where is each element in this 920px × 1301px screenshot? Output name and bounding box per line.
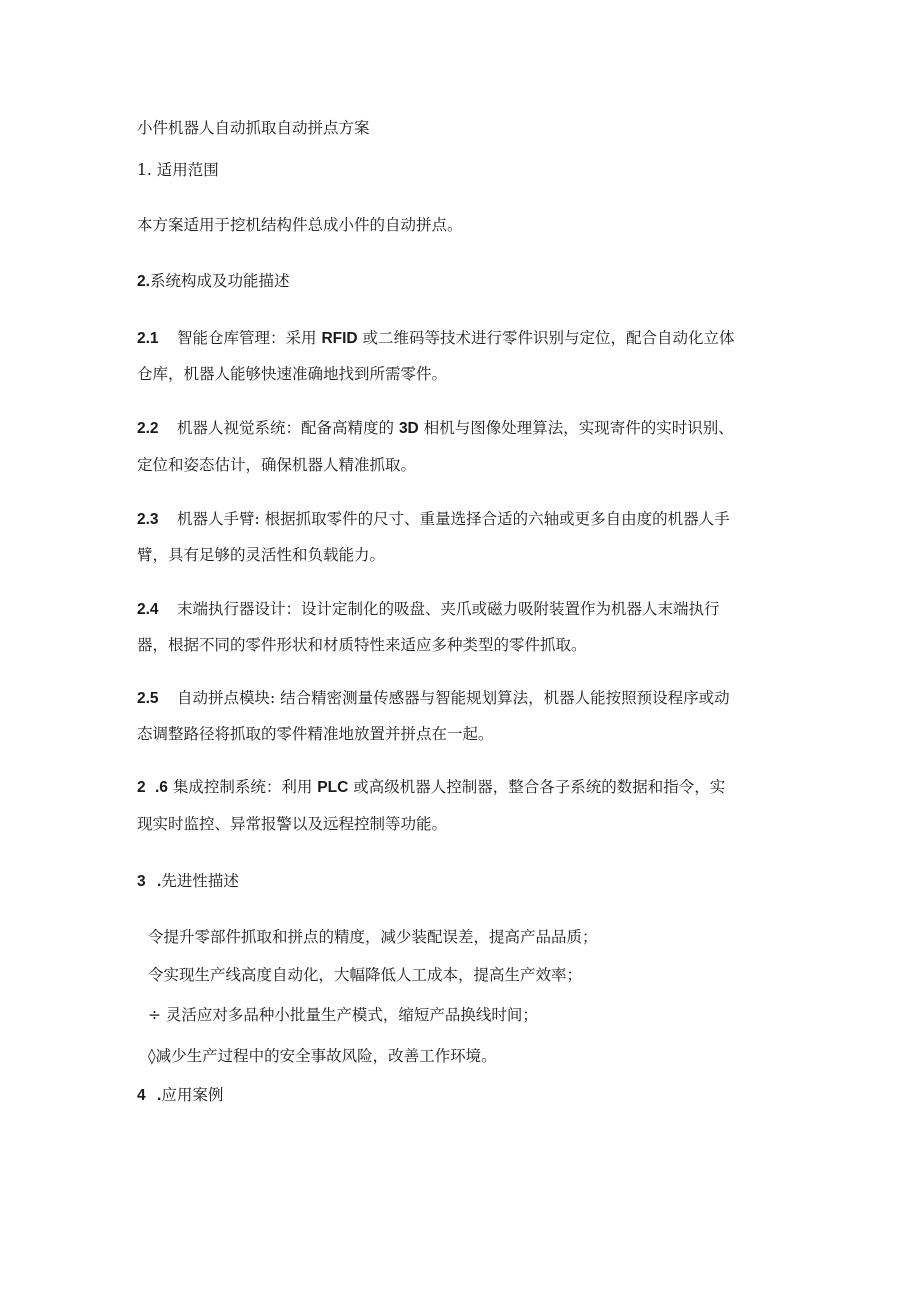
- item-2-4-line-2: 器，根据不同的零件形状和材质特性来适应多种类型的零件抓取。: [137, 636, 587, 654]
- bullet-item-4: ◊减少生产过程中的安全事故风险，改善工作环境。: [148, 1047, 497, 1065]
- item-2-2-line-1: 2.2 机器人视觉系统：配备高精度的 3D 相机与图像处理算法，实现寄件的实时识别、: [137, 419, 734, 437]
- item-2-5-line-2: 态调整路径将抓取的零件精准地放置并拼点在一起。: [137, 725, 494, 743]
- item-2-6-line-2: 现实时监控、异常报警以及远程控制等功能。: [137, 815, 448, 833]
- item-2-2-line-2: 定位和姿态估计，确保机器人精准抓取。: [137, 456, 417, 474]
- item-number: 2.2: [137, 420, 159, 437]
- item-2-1-line-2: 仓库，机器人能够快速准确地找到所需零件。: [137, 365, 448, 383]
- section-number: 2.: [137, 273, 150, 290]
- section-title: 应用案例: [161, 1086, 224, 1104]
- item-2-6-line-1: 2 .6 集成控制系统：利用 PLC 或高级机器人控制器，整合各子系统的数据和指令，实: [137, 778, 726, 796]
- item-2-3-line-1: 2.3 机器人手臂: 根据抓取零件的尺寸、重量选择合适的六轴或更多自由度的机器人手: [137, 510, 730, 528]
- bullet-item-2: 令实现生产线高度自动化，大幅降低人工成本，提高生产效率；: [148, 966, 583, 984]
- section-number: 4: [137, 1087, 146, 1104]
- bullet-item-3: ÷ 灵活应对多品种小批量生产模式，缩短产品换线时间；: [148, 1006, 538, 1024]
- section-2-heading: [137, 271, 289, 292]
- item-2-5-line-1: 2.5 自动拼点模块: 结合精密测量传感器与智能规划算法，机器人能按照预设程序或动: [137, 689, 730, 707]
- item-number: 2.5: [137, 690, 159, 707]
- item-2-1-line-1: 2.1 智能仓库管理：采用 RFID 或二维码等技术进行零件识别与定位，配合自动化立体: [137, 329, 735, 347]
- section-title: 系统构成及功能描述: [149, 272, 290, 290]
- section-4-heading: 4 .应用案例: [137, 1086, 224, 1104]
- item-2-3-line-2: 臂，具有足够的灵活性和负载能力。: [137, 546, 386, 564]
- section-1-text: 本方案适用于挖机结构件总成小件的自动拼点。: [137, 216, 463, 234]
- document-title: 小件机器人自动抓取自动拼点方案: [137, 119, 370, 137]
- section-3-heading: 3 .先进性描述: [137, 872, 239, 890]
- section-number: 3: [137, 873, 146, 890]
- item-number: 2.3: [137, 511, 159, 528]
- section-title: 先进性描述: [161, 872, 239, 890]
- bullet-item-1: 令提升零部件抓取和拼点的精度，减少装配误差，提高产品品质；: [148, 928, 598, 946]
- item-2-4-line-1: 2.4 末端执行器设计：设计定制化的吸盘、夹爪或磁力吸附装置作为机器人末端执行: [137, 600, 720, 618]
- item-number: 2.1: [137, 330, 159, 347]
- section-1-heading: 1. 适用范围: [137, 161, 219, 179]
- item-number: 2: [137, 779, 146, 796]
- item-number-suffix: .6: [155, 779, 168, 796]
- item-number: 2.4: [137, 601, 159, 618]
